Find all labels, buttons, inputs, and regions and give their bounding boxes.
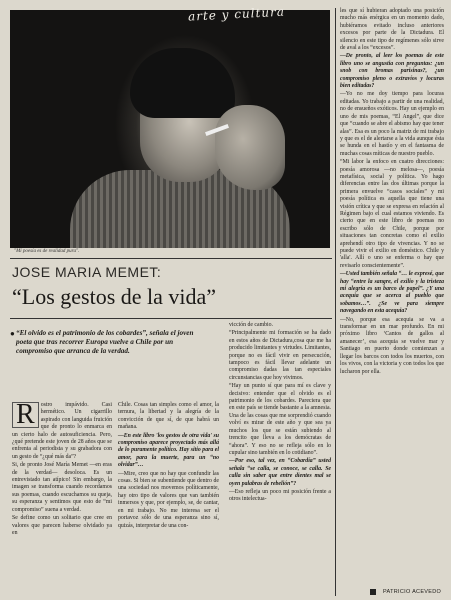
column-right bbox=[340, 8, 444, 377]
photo-hand bbox=[215, 105, 285, 190]
headline-rule bbox=[10, 318, 332, 319]
column-c bbox=[229, 322, 331, 505]
section-title: arte y cultura bbox=[187, 4, 286, 24]
interview-question: —Usted también señala “… le expresé, que hay “entre la sangre, el exilio y la tristeza mi alegría es un barco de papel”. ¿Y una acequia que se acerca al pueblo que sobamos…”. ¿Se ve para siempre navegando en esta acequia? bbox=[340, 271, 444, 315]
paragraph: —No, porque esa acequia se va a transformar en un mar profundo. En mi próximo libro ‘Cantos de gallos al amanecer’, esa acequia se vuelve mar y Santiago en puerto donde comienzan a llegar los barcos con todos los muertos, con los vivos, con la victoria y con todos los que lucharon por ella. bbox=[340, 316, 444, 375]
paragraph: —Mire, creo que no hay que confundir las cosas. Si bien se subentiende que dentro de una sociedad nos movemos políticamente, hay otro tipo de valores que van también inmersos y que, por ejemplo, se, de cantar, en mi trabajo. No me interesa ser el portavoz sólo de una esperanza sino sí, quizás, interpretar de una con- bbox=[118, 470, 219, 529]
lead-paragraph: “El olvido es el patrimonio de los cobardes”, señala el joven poeta que tras recorrer Europa vuelve a Chile por un compromiso que arranca de la verdad. bbox=[16, 329, 194, 355]
paragraph: Chile. Cosas tan simples como el amor, la ternura, la libertad y la alegría de la convicción de que sí, de que habrá un mañana. bbox=[118, 402, 219, 431]
photo-hair bbox=[130, 48, 235, 118]
column-a bbox=[12, 399, 112, 538]
photo-caption: "Mi poesía es de realidad pura". bbox=[14, 249, 80, 254]
author-signature: PATRICIO ACEVEDO bbox=[383, 589, 442, 595]
paragraph: —Eso refleja un poco mi posición frente a otros intelectua- bbox=[229, 488, 331, 503]
portrait-photo bbox=[10, 10, 330, 248]
paragraph: “Principalmente mi formación se ha dado en estos años de Dictadura,cosa que me ha producido limitantes y virtudes. Limitantes, porque no es fácil vivir en persecución, tampoco es fácil llevar adelante un compromiso dadas las tan especiales circunstancias que hoy vivimos. bbox=[229, 330, 331, 381]
paragraph: Si, de pronto José María Memet —en eras de la verdad— desoloca. Es un entrevistado tan atípico! Sin embargo, la imagen se transforma cuando recordamos sus poemas, cuando escuchamos su queja, su esperanza y sentimos que esto de “mi compromiso” suena a verdad. bbox=[12, 462, 112, 513]
author-line: JOSE MARIA MEMET: bbox=[12, 264, 162, 280]
paragraph: Se define como un solitario que cree en valores que parecen haberse olvidado ya en bbox=[12, 515, 112, 536]
drop-cap: R bbox=[12, 402, 39, 428]
paragraph: “Hay un punto sí que para mí es clave y decisivo: entender que el olvido es el patrimonio de los cobardes. Pareciera que en este país se tiende bastante a la amnesia. Una de las cosas que me sorprendió cuando volví es mirar de este año y que sea ya muchos los que se están subiendo al trencito que lleva a los demócratas de “ahora”. Y eso no se refleja sólo en lo cupular sino también en lo cotidiano”. bbox=[229, 383, 331, 456]
paragraph: les que sí hubieran adoptado una posición mucho más enérgica en un momento dado, hubiéramos evitado incluso anteriores excesos por parte de la Dictadura. El silencio en este tipo de regímenes sólo sirve de aval a los “excesos”. bbox=[340, 8, 444, 52]
column-divider bbox=[335, 8, 336, 596]
interview-question: —En este libro 'los gestos de otra vida' su compromiso aparece proyectado más allá de lo puramente político. Hay sitio para el amor, para la muerte, para un “no olvidar”… bbox=[118, 432, 219, 469]
headline: “Los gestos de la vida” bbox=[12, 284, 217, 309]
interview-question: —De pronto, al leer los poemas de este libro uno se angustia con preguntas: ¿un snob con bromas parisinas?, ¿un compromiso pleno o extravíos y locuras bien editadas? bbox=[340, 53, 444, 90]
interview-question: —Por eso, tal vez, en “Cobardía” usted señala “se calla, se conoce, se calla. Se calla sin saber que entre dientes mal se oyen palabras de rebelión”? bbox=[229, 458, 331, 487]
column-b bbox=[118, 402, 219, 531]
lead-bullet: ● bbox=[10, 329, 15, 338]
end-mark bbox=[370, 589, 376, 595]
paragraph: “Mi labor la enfoco en cuatro direcciones: poesía amorosa —no melosa—, poesía metafísica, social y política. Yo hago diferencias entre las dos últimas porque la primera envuelve “casos sociales” y mi poesía política es aquella que tiene una visión crítica y que se expresa en relación al Régimen bajo el cual estamos viviendo. Es cierto que en este libro de poemas no escribo sólo de Chile, porque por situaciones tan concretas como el exilio aprehendí otro tipo de vivencias. Y no se puede vivir el exilio en doméstico. Chile y 'alla'. Allí o uno se enferma o hay que revisarlo conscientemente”. bbox=[340, 159, 444, 269]
paragraph: —Yo no me doy tiempo para locuras editadas. Yo trabajo a partir de una realidad, no de ensueños exóticos. Hay un ejemplo en uno de mis poemas, “El Angel”, que dice que “cuando se abre el abismo hay que tener alas”. Esa es un poco la matriz de mi trabajo y que es el de alertarse a la vida aunque ésta se hunda en el hastío y en el fantasma de muchas cosas míticas de nuestro pueblo. bbox=[340, 91, 444, 157]
caption-rule bbox=[10, 258, 332, 259]
paragraph: R ostro impávido. Casi hermético. Un cigarrillo aspirado con languida fruición que de pronto lo enmarca en un cierto halo de autosuficiencia. Pero, ¿qué pretende este joven de 28 años que se enfrenta al periodista y su grabadora con un gesto de “¿qué más da”? bbox=[12, 399, 112, 460]
paragraph: vicción de cambio. bbox=[229, 322, 273, 328]
